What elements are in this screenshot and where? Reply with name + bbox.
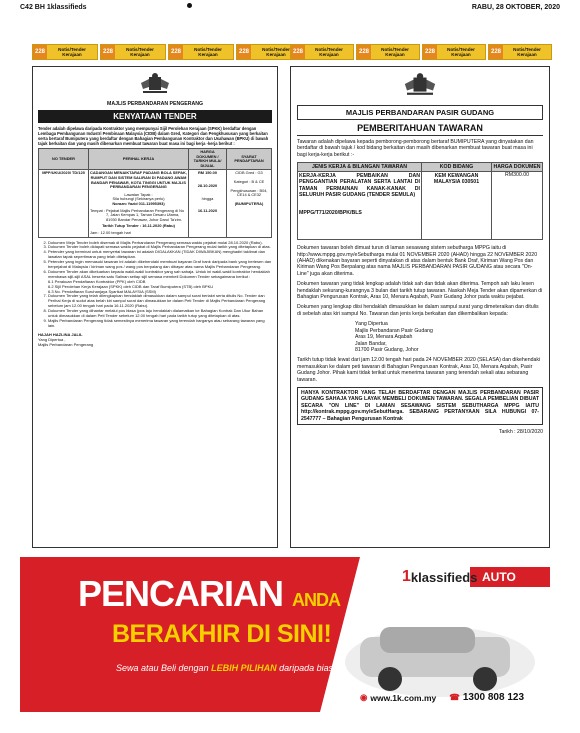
category-label: Notis/Tender Kerajaan	[381, 47, 409, 57]
specialisation-req: Pengkhususan : B04, CE14 & CE32	[230, 187, 268, 198]
category-number: 228	[423, 45, 437, 59]
headline-word-accent: ANDA	[292, 590, 341, 610]
address-line: Aras 19, Menara Aqabah	[355, 334, 413, 341]
org-name: MAJLIS PERBANDARAN PASIR GUDANG	[297, 105, 543, 120]
bumiputera-req: (BUMIPUTERA)	[234, 200, 264, 206]
tagline-part: daripada biasa	[279, 663, 339, 673]
registration-notice-box: HANYA KONTRAKTOR YANG TELAH BERDAFTAR DENGAN MAJLIS PERBANDARAN PASIR GUDANG SAHAJA YANG LAYAK MEMBELI DOKUMEN TAWARAN. SEGALA PEMBELIAN DIBUAT SECARA "ON LINE" DI LAMAN SESAWANG SISTEM SEBUTHARGA MPPG IAITU http://kontrak.mppg.gov.my/eSebutHarga. SEBARANG PERTANYAAN SILA HUBUNGI 07-2547777 – Bahagian Pengurusan Kontrak	[297, 387, 543, 425]
category-number: 228	[291, 45, 305, 59]
document-price: RM300.00	[492, 172, 543, 240]
document-price: RM 150.00	[197, 170, 218, 176]
tender-table	[297, 162, 543, 240]
notice-date: Tarikh : 28/10/2020	[498, 428, 543, 435]
closing-date: Tarikh Tutup Tender : 16.11.2020 (Rabu)	[102, 223, 175, 229]
category-tab[interactable]	[356, 44, 420, 60]
category-label: Notis/Tender Kerajaan	[315, 47, 343, 57]
category-tab[interactable]	[422, 44, 486, 60]
sub-note: 6.3 No. Pendaftaran Suruhanjaya Syarikat MALAYSIA (SSM)	[48, 288, 156, 294]
venue-address: Pejabat Majlis Perbandaran Pengerang di No 7, Jalan Kempas 1, Taman Desaru Utama, 81930 Bandar Penawar, Johor Darul Ta'zim.	[106, 207, 185, 222]
list-item: 2. Dokumen Meja Tender boleh disemak di Majlis Perbandaran Pengerang semasa waktu pejabat mulai 28.10.2020 (Rabu).	[48, 241, 272, 246]
banner-headline-2: BERAKHIR DI SINI!	[112, 620, 332, 648]
work-title: KERJA-KERJA PEMBAIKAN DAN PENGGANTIAN PERALATAN SERTA LANTAI DI TAMAN PERMAINAN KANAK-KANAK DI SELURUH PASIR GUDANG (TENDER SEMULA)	[299, 173, 420, 198]
notes-list	[38, 241, 272, 329]
category-tab[interactable]	[168, 44, 234, 60]
list-item	[48, 270, 272, 295]
website-link[interactable]: www.1k.com.my	[370, 692, 437, 703]
work-description-cell	[89, 170, 189, 237]
notice-title: KENYATAAN TENDER	[38, 110, 272, 123]
phone-icon: ☎	[449, 692, 460, 702]
intro-paragraph: Tender adalah dipelawa daripada Kontraktor yang mempunyai Sijil Perolehan Kerajaan (SPKK) berdaftar dengan Lembaga Pembangunan Industri Pembinaan Malaysia (CIDB) dalam Gred, Kategori dan Pengkhususan yang berkaitan serta bertaraf Bumiputera yang berdaftar dengan Bahagian Pembangunan Kontraktor dan Usahawan (BPKU) di bawah tajuk berkaitan dan yang masih dibenarkan membuat tawaran buat masa ini bagi kerja -kerja berikut :	[38, 126, 269, 146]
category-number: 228	[101, 45, 115, 59]
tender-number: MPP/UKU/2020/ TD/125	[39, 170, 89, 237]
tender-notice-pengerang	[32, 66, 278, 548]
tender-notice-pasir-gudang	[290, 66, 550, 548]
note-text: Dokumen Tender akan dikeluarkan kepada wakil-wakil kontraktor yang sah sahaja. Untuk ini wakil-wakil kontraktor hendaklah membawa sijil-sijil ASAL beserta satu Salinan setiap sijil semasa membeli Dokumen Tender sebagaimana berikut :	[48, 268, 270, 279]
category-strip-left	[32, 44, 302, 60]
price-cell	[189, 170, 227, 237]
sale-start-date: 28.10.2020	[197, 182, 218, 188]
closing-time: Jam : 12.00 tengah hari	[90, 229, 131, 235]
category-label: Notis/Tender Kerajaan	[447, 47, 475, 57]
category-tab[interactable]	[32, 44, 98, 60]
closing-paragraph: Tarikh tutup tidak lewat dari jam 12.00 tengah hari pada 24 NOVEMBER 2020 (SELASA) dan dikehendaki memasukkan ke dalam peti tawaran di Bahagian Pengurusan Kontrak, Aras 10, Menara Aqabah, Pasir Gudang Johor. Pihak kami tidak terikat untuk menerima tawaran yang terendah sekali atau sebarang tawaran.	[297, 357, 541, 383]
category-strip-right	[290, 44, 552, 60]
page-label: C42 BH 1klassifieds	[20, 4, 87, 11]
table-header-row	[39, 149, 272, 170]
address-line: Yang Dipertua	[355, 321, 388, 328]
category-number: 228	[237, 45, 251, 59]
validity-paragraph: Dokumen tawaran yang tidak lengkap adalah tidak sah dan tidak akan diterima. Tempoh sah laku lesen hendaklah sekurang-kurangnya 3 bulan dari tarikh tutup tawaran. Naskah Meja Tender akan dipamerkan di Bahagian Pengurusan Kontrak, Aras 10, Menara Aqabah, Pasir Gudang Johor pada waktu pejabat.	[297, 281, 543, 301]
sub-note: 6.1 Perakuan Pendaftaran Kontraktor (PPK) oleh CIDB	[48, 278, 146, 284]
logo-number: 1	[402, 568, 411, 585]
column-header: HARGA DOKUMEN / TARIKH MULA/ DIJUAL	[189, 149, 227, 170]
category-tab[interactable]	[488, 44, 552, 60]
category-req: Kategori : B & CE	[233, 178, 265, 184]
site-visit-contact: Noraznı Yazid 011-11995393)	[112, 200, 165, 206]
return-address	[355, 321, 543, 353]
page-dot	[187, 3, 192, 8]
list-item: 7. Dokumen Tender yang telah dilengkapkan hendaklah dimasukkan dalam sampul surat berlakri serta ditulis No. Tender dan Perihal Kerja di sudut atas belah kiri sampul surat dan dimasukkan ke dalam Peti Tender di Majlis Perbandaran Pengerang sebelum jam 12.00 tengah hari pada 16.11.2020 (Rabu).	[48, 294, 272, 309]
address-line: 81700 Pasir Gudang, Johor	[355, 346, 419, 353]
tender-reference: MPPG/T71/2020/BPK/BLS	[299, 210, 362, 217]
address-line: Majlis Perbandaran Pasir Gudang	[355, 327, 433, 334]
contact-strip	[360, 692, 524, 703]
site-visit-text: Sila hubungi (Sekiranya perlu)	[112, 196, 165, 202]
klassifieds-logo	[402, 568, 477, 586]
page-date: RABU, 28 OKTOBER, 2020	[471, 4, 560, 11]
column-header: SYARAT PENDAFTARAN	[227, 149, 272, 170]
headline-word: PENCARIAN	[78, 573, 284, 614]
work-description-cell	[298, 172, 422, 240]
table-row	[298, 172, 543, 240]
klassifieds-banner-ad[interactable]	[20, 557, 560, 712]
field-code: KEM KEWANGAN MALAYSIA 030501	[422, 172, 492, 240]
category-number: 228	[33, 45, 47, 59]
notice-title: PEMBERITAHUAN TAWARAN	[297, 123, 543, 136]
tagline-highlight: LEBIH PILIHAN	[211, 663, 277, 673]
signatory-name: HAJAH HAZLINA JALIL	[38, 331, 83, 337]
submission-paragraph: Dokumen yang lengkap diisi hendaklah dimasukkan ke dalam sampul surat yang dimeteraikan dan ditulis di sebelah atas kiri sampul No. Tawaran dan jenis kerja berkaitan dan dikembalikan kepada:	[297, 304, 539, 317]
logo-text: klassifieds	[410, 569, 478, 585]
signatory-title: Yang Dipertua ,	[38, 336, 66, 342]
column-header: HARGA DOKUMEN	[493, 164, 541, 171]
address-line: Jalan Bandar,	[355, 340, 387, 347]
auto-badge: AUTO	[482, 570, 516, 584]
category-label: Notis/Tender Kerajaan	[126, 47, 154, 57]
column-header: KOD BIDANG	[422, 163, 492, 172]
sale-end-date: 16.11.2020	[197, 208, 218, 214]
site-visit-label: Lawatan Tapak :	[124, 191, 153, 197]
intro-paragraph: Tawaran adalah dipelawa kepada pemborong-pemborong bertaraf BUMIPUTERA yang dinyatakan dan berdaftar di bawah tajuk / kod bidang berkaitan dan masih dibenarkan membuat tawaran buat masa ini bagi kerja-kerja berikut :-	[297, 139, 534, 158]
download-paragraph: Dokumen tawaran boleh dimuat turun di laman sesawang sistem sebutharga MPPG iaitu di http://www.mppg.gov.my/eSebutharga mulai 01 NOVEMBER 2020 (AHAD) hingga 22 NOVEMBER 2020 (AHAD) dikenakan bayaran seperti dinyatakan di atas dalam bentuk Bank Draf, Kiriman Wang Pos dan Kiriman Wang Pos Berpalang atas nama MAJLIS PERBANDARAN PASIR GUDANG atau secara "On-Line" juga akan diterima.	[297, 245, 538, 277]
globe-icon: ◉	[360, 692, 368, 702]
table-row	[39, 170, 272, 237]
phone-number[interactable]: 1300 808 123	[462, 692, 525, 703]
banner-tagline	[116, 663, 338, 673]
signatory-org: Majlis Perbandaran Pengerang	[38, 341, 94, 347]
venue-label: Tempat :	[90, 207, 105, 213]
requirements-cell	[227, 170, 272, 237]
list-item: 5. Petender yang ingin memasuki tawaran ini adalah dikehendaki membuat bayaran Draf bank daripada bank yang berlesen dan berpejabat di Malaysia / kiriman wang pos / wang pos berpalang dan dibayar atas nama Majlis Perbandaran Pengerang.	[48, 260, 272, 270]
work-title: CADANGAN MENAIKTARAF PADANG BOLA SEPAK, RUMPUT DAN SISTEM SALIRAN DI PADANG AWAM BANDAR PENAWAR, KOTA TINGGI UNTUK MAJLIS PERBANDARAN PENGERANG	[90, 170, 187, 190]
list-item: 4. Petender yang berminat untuk menyertai tawaran ini adalah DIGALAKKAN (TIDAK DIWAJIBKAN) menghadiri taklimat dan lawatan tapak sepertimana yang telah ditetapkan.	[48, 250, 272, 260]
category-label: Notis/Tender Kerajaan	[58, 47, 86, 57]
table-header-row	[298, 163, 543, 172]
until-label: hingga	[201, 195, 214, 201]
category-tab[interactable]	[290, 44, 354, 60]
category-label: Notis/Tender Kerajaan	[513, 47, 541, 57]
category-tab[interactable]	[100, 44, 166, 60]
venue	[90, 209, 187, 223]
category-number: 228	[169, 45, 183, 59]
sub-note: 6.2 Sijil Perolehan Kerja Kerajaan (SPKK) oleh CIDB dan Taraf Bumiputera (STB) oleh BPKU	[48, 283, 214, 289]
org-name: MAJLIS PERBANDARAN PENGERANG	[107, 101, 203, 107]
list-item: 3. Dokumen Tender boleh didapati semasa waktu pejabat di Majlis Perbandaran Pengerang mulai tarikh yang ditetapkan di atas.	[48, 245, 272, 250]
tagline-part: Sewa atau Beli dengan	[116, 663, 209, 673]
crest-icon	[398, 71, 442, 97]
category-number: 228	[489, 45, 503, 59]
crest-icon	[135, 71, 175, 95]
category-number: 228	[357, 45, 371, 59]
list-item: 9. Majlis Perbandaran Pengerang tidak semestinya menerima tawaran yang terendah harganya atau sebarang tawaran yang lain.	[48, 319, 272, 329]
column-header: JENIS KERJA & BILANGAN TAWARAN	[298, 163, 422, 172]
column-header: PERIHAL KERJA	[89, 149, 189, 170]
banner-headline-1	[78, 573, 340, 615]
column-header: NO TENDER	[39, 149, 89, 170]
category-label: Notis/Tender Kerajaan	[194, 47, 222, 57]
cidb-grade: CIDB Gred : G3	[235, 170, 263, 176]
category-label: Notis/Tender Kerajaan	[262, 47, 290, 57]
list-item: 8. Dokumen Tender yang dihantar melalui pos biasa (pos laju hendaklah dialamatkan ke Bahagian Kontrak Dan Ukur Bahan untuk dimasukkan di dalam Peti Tender sebelum 12.00 tengah hari pada tarikh tutup yang ditetapkan di atas.	[48, 309, 272, 319]
tender-table	[38, 148, 272, 238]
